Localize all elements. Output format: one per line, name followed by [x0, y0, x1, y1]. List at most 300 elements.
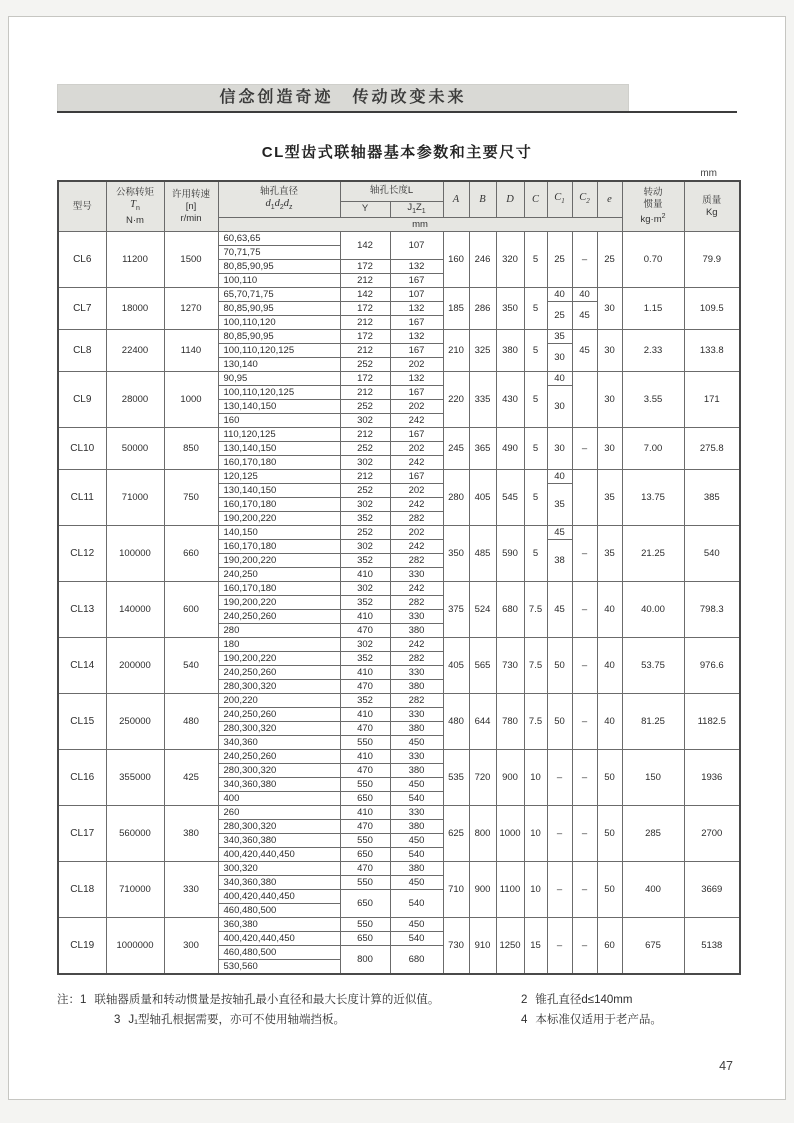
length-y-cell: 800 [340, 946, 390, 975]
dim-D-cell: 380 [496, 330, 524, 372]
torque-cell: 18000 [106, 288, 164, 330]
length-jz-cell: 380 [390, 680, 443, 694]
model-cell: CL18 [58, 862, 106, 918]
bore-diameter-cell: 60,63,65 [218, 232, 340, 246]
length-jz-cell: 380 [390, 764, 443, 778]
dim-B-label: B [479, 193, 486, 205]
dim-A-cell: 405 [443, 638, 469, 694]
length-y-cell: 470 [340, 764, 390, 778]
bore-diameter-cell: 260 [218, 806, 340, 820]
dim-D-cell: 780 [496, 694, 524, 750]
speed-cell: 660 [164, 526, 218, 582]
col-header-e [597, 181, 622, 218]
length-jz-cell: 167 [390, 386, 443, 400]
dim-B-cell: 524 [469, 582, 496, 638]
length-y-cell: 470 [340, 722, 390, 736]
model-cell: CL14 [58, 638, 106, 694]
col-header-C [524, 181, 547, 218]
bore-diameter-cell: 360,380 [218, 918, 340, 932]
spec-row-cl15-1 [58, 694, 740, 708]
torque-cell: 560000 [106, 806, 164, 862]
length-jz-cell: 680 [390, 946, 443, 975]
document-page [8, 16, 786, 1100]
bore-diameter-cell: 340,360 [218, 736, 340, 750]
length-y-cell: 410 [340, 750, 390, 764]
inertia-cell: 13.75 [622, 470, 684, 526]
bore-diameter-cell: 340,360,380 [218, 834, 340, 848]
length-y-cell: 470 [340, 862, 390, 876]
bore-diameter-cell: 400,420,440,450 [218, 932, 340, 946]
spec-row-cl12-1 [58, 526, 740, 540]
model-cell: CL16 [58, 750, 106, 806]
col-header-length-jz [390, 201, 443, 218]
bore-diameter-cell: 240,250,260 [218, 750, 340, 764]
length-jz-cell: 107 [390, 288, 443, 302]
dim-e-label: e [607, 193, 612, 205]
length-y-cell: 302 [340, 638, 390, 652]
dim-C1-cell: – [547, 862, 572, 918]
length-y-cell: 212 [340, 386, 390, 400]
length-y-cell: 650 [340, 792, 390, 806]
length-jz-cell: 330 [390, 568, 443, 582]
dim-C2-cell: – [572, 918, 597, 975]
length-y-cell: 172 [340, 372, 390, 386]
length-jz-cell: 132 [390, 302, 443, 316]
note-1-text: 联轴器质量和转动惯量是按轴孔最小直径和最大长度计算的近似值。 [94, 994, 440, 1007]
torque-cell: 710000 [106, 862, 164, 918]
bore-diameter-cell: 80,85,90,95 [218, 260, 340, 274]
notes [57, 992, 737, 1029]
mass-cell: 3669 [684, 862, 740, 918]
torque-cell: 200000 [106, 638, 164, 694]
spec-row-cl9-1 [58, 372, 740, 386]
inertia-unit: kg·m [640, 214, 662, 226]
dim-C1-cell: 30 [547, 386, 572, 428]
dim-C-cell: 5 [524, 526, 547, 582]
length-z-label: Z [415, 201, 422, 213]
dim-D-label: D [506, 193, 514, 205]
length-jz-cell: 540 [390, 792, 443, 806]
length-jz-cell: 450 [390, 736, 443, 750]
inertia-cell: 150 [622, 750, 684, 806]
bore-diameter-cell: 130,140,150 [218, 400, 340, 414]
note-row-1 [57, 992, 737, 1009]
speed-cell: 1500 [164, 232, 218, 288]
col-header-D [496, 181, 524, 218]
length-y-cell: 212 [340, 344, 390, 358]
model-cell: CL8 [58, 330, 106, 372]
dim-A-cell: 185 [443, 288, 469, 330]
length-jz-cell: 330 [390, 708, 443, 722]
dim-A-cell: 375 [443, 582, 469, 638]
bore-diameter-cell: 160,170,180 [218, 498, 340, 512]
inertia-cell: 81.25 [622, 694, 684, 750]
length-jz-cell: 380 [390, 862, 443, 876]
length-y-cell: 142 [340, 232, 390, 260]
torque-cell: 140000 [106, 582, 164, 638]
dim-e-cell: 30 [597, 428, 622, 470]
length-jz-cell: 380 [390, 820, 443, 834]
length-jz-cell: 330 [390, 806, 443, 820]
bore-diameter-cell: 280,300,320 [218, 764, 340, 778]
length-y-cell: 410 [340, 610, 390, 624]
length-y-cell: 252 [340, 484, 390, 498]
torque-cell: 71000 [106, 470, 164, 526]
length-jz-cell: 167 [390, 428, 443, 442]
bore-sub-1: 1 [270, 203, 275, 211]
bore-sub-z: z [289, 203, 293, 211]
spec-row-cl19-1 [58, 918, 740, 932]
dim-B-cell: 644 [469, 694, 496, 750]
mass-cell: 976.6 [684, 638, 740, 694]
torque-unit: N·m [126, 214, 144, 226]
col-header-B [469, 181, 496, 218]
bore-diameter-cell: 160,170,180 [218, 540, 340, 554]
spec-row-cl10-1 [58, 428, 740, 442]
length-jz-cell: 282 [390, 554, 443, 568]
length-jz-cell: 167 [390, 316, 443, 330]
dim-D-cell: 590 [496, 526, 524, 582]
dim-C2-cell [572, 470, 597, 526]
torque-cell: 11200 [106, 232, 164, 288]
mass-cell: 133.8 [684, 330, 740, 372]
mass-cell: 798.3 [684, 582, 740, 638]
unit-label: mm [700, 168, 717, 179]
dim-B-cell: 325 [469, 330, 496, 372]
length-jz-cell: 380 [390, 624, 443, 638]
length-y-cell: 550 [340, 876, 390, 890]
dim-A-cell: 220 [443, 372, 469, 428]
mass-cell: 79.9 [684, 232, 740, 288]
length-jz-cell: 450 [390, 834, 443, 848]
bore-diameter-cell: 190,200,220 [218, 596, 340, 610]
inertia-label-2: 惯量 [643, 199, 663, 211]
torque-cell: 22400 [106, 330, 164, 372]
dim-C2-cell: – [572, 428, 597, 470]
length-y-cell: 352 [340, 694, 390, 708]
inertia-cell: 675 [622, 918, 684, 975]
dim-B-cell: 365 [469, 428, 496, 470]
length-y-cell: 410 [340, 666, 390, 680]
dim-D-cell: 1100 [496, 862, 524, 918]
length-jz-cell: 202 [390, 358, 443, 372]
speed-cell: 330 [164, 862, 218, 918]
banner-text: 信念创造奇迹 传动改变未来 [219, 89, 467, 106]
dim-C-cell: 5 [524, 428, 547, 470]
bore-diameter-cell: 200,220 [218, 694, 340, 708]
dim-B-cell: 246 [469, 232, 496, 288]
col-header-bore [218, 181, 340, 218]
note-prefix: 注： [57, 994, 80, 1007]
dim-C2-label: C [579, 192, 587, 204]
mass-cell: 540 [684, 526, 740, 582]
dim-C2-cell: – [572, 806, 597, 862]
length-jz-cell: 242 [390, 498, 443, 512]
bore-symbol-dz: d [283, 197, 290, 209]
col-header-C1 [547, 181, 572, 218]
length-y-cell: 352 [340, 596, 390, 610]
mass-cell: 385 [684, 470, 740, 526]
mass-unit: Kg [705, 206, 718, 218]
speed-label: 许用转速 [171, 188, 210, 200]
bore-symbol-d2: d [274, 197, 280, 209]
length-jz-cell: 282 [390, 694, 443, 708]
dim-C2-cell: – [572, 862, 597, 918]
length-y-cell: 302 [340, 414, 390, 428]
length-jz-cell: 167 [390, 274, 443, 288]
bore-diameter-cell: 160 [218, 414, 340, 428]
mass-cell: 275.8 [684, 428, 740, 470]
spec-table [57, 180, 741, 975]
col-header-length [340, 181, 443, 201]
dim-A-cell: 730 [443, 918, 469, 975]
model-cell: CL12 [58, 526, 106, 582]
inertia-cell: 40.00 [622, 582, 684, 638]
model-cell: CL7 [58, 288, 106, 330]
dim-B-cell: 286 [469, 288, 496, 330]
dim-C2-cell: 45 [572, 330, 597, 372]
bore-sub-2: 2 [279, 203, 284, 211]
bore-diameter-cell: 100,110,120,125 [218, 344, 340, 358]
bore-diameter-cell: 340,360,380 [218, 778, 340, 792]
dim-e-cell: 40 [597, 582, 622, 638]
length-jz-cell: 540 [390, 890, 443, 918]
dim-A-cell: 350 [443, 526, 469, 582]
length-y-cell: 212 [340, 428, 390, 442]
bore-diameter-cell: 400,420,440,450 [218, 890, 340, 904]
dim-B-cell: 485 [469, 526, 496, 582]
length-y-cell: 650 [340, 932, 390, 946]
col-header-C2 [572, 181, 597, 218]
mm-band [218, 218, 622, 232]
model-cell: CL13 [58, 582, 106, 638]
dim-C2-cell: – [572, 232, 597, 288]
speed-cell: 540 [164, 638, 218, 694]
dim-C1-cell: – [547, 806, 572, 862]
dim-e-cell: 30 [597, 288, 622, 330]
speed-cell: 600 [164, 582, 218, 638]
dim-C2-cell: 40 [572, 288, 597, 302]
dim-D-cell: 900 [496, 750, 524, 806]
speed-cell: 1000 [164, 372, 218, 428]
dim-C1-cell: 30 [547, 428, 572, 470]
note-4-number: 4 [521, 1014, 528, 1027]
torque-symbol: T [130, 198, 136, 210]
speed-cell: 425 [164, 750, 218, 806]
length-y-cell: 172 [340, 260, 390, 274]
length-jz-cell: 242 [390, 638, 443, 652]
length-y-cell: 172 [340, 302, 390, 316]
length-y-cell: 212 [340, 316, 390, 330]
bore-diameter-cell: 160,170,180 [218, 582, 340, 596]
col-header-model [58, 181, 106, 232]
speed-cell: 1140 [164, 330, 218, 372]
length-jz-cell: 242 [390, 582, 443, 596]
dim-C1-cell: – [547, 918, 572, 975]
length-y-cell: 212 [340, 274, 390, 288]
dim-A-cell: 625 [443, 806, 469, 862]
dim-C-cell: 5 [524, 330, 547, 372]
dim-C1-cell: 40 [547, 372, 572, 386]
length-y-cell: 252 [340, 400, 390, 414]
bore-diameter-cell: 160,170,180 [218, 456, 340, 470]
note-4-text: 本标准仅适用于老产品。 [535, 1014, 662, 1027]
col-header-torque [106, 181, 164, 232]
dim-C-cell: 5 [524, 372, 547, 428]
length-y-cell: 550 [340, 778, 390, 792]
length-y-cell: 142 [340, 288, 390, 302]
bore-label: 轴孔直径 [259, 185, 298, 197]
dim-C-cell: 10 [524, 750, 547, 806]
inertia-cell: 53.75 [622, 638, 684, 694]
dim-C-cell: 15 [524, 918, 547, 975]
dim-A-cell: 245 [443, 428, 469, 470]
col-header-speed [164, 181, 218, 232]
dim-C1-cell: 50 [547, 638, 572, 694]
dim-e-cell: 30 [597, 330, 622, 372]
bore-diameter-cell: 180 [218, 638, 340, 652]
speed-cell: 300 [164, 918, 218, 975]
length-jz-cell: 450 [390, 918, 443, 932]
bore-diameter-cell: 70,71,75 [218, 246, 340, 260]
dim-C1-cell: 45 [547, 526, 572, 540]
dim-D-cell: 490 [496, 428, 524, 470]
length-jz-cell: 330 [390, 610, 443, 624]
spec-row-cl17-1 [58, 806, 740, 820]
torque-cell: 100000 [106, 526, 164, 582]
model-cell: CL15 [58, 694, 106, 750]
dim-C-cell: 5 [524, 232, 547, 288]
dim-C1-cell: 35 [547, 330, 572, 344]
model-cell: CL9 [58, 372, 106, 428]
speed-symbol: [n] [185, 200, 197, 212]
dim-C1-cell: – [547, 750, 572, 806]
inertia-cell: 1.15 [622, 288, 684, 330]
length-y-cell: 550 [340, 736, 390, 750]
speed-cell: 750 [164, 470, 218, 526]
model-cell: CL19 [58, 918, 106, 975]
mass-cell: 5138 [684, 918, 740, 975]
bore-diameter-cell: 280,300,320 [218, 680, 340, 694]
note-3 [57, 1012, 521, 1029]
length-y-cell: 410 [340, 568, 390, 582]
length-y-cell: 352 [340, 554, 390, 568]
length-jz-cell: 167 [390, 344, 443, 358]
length-y-cell: 252 [340, 358, 390, 372]
model-cell: CL10 [58, 428, 106, 470]
length-jz-cell: 132 [390, 372, 443, 386]
length-y-cell: 650 [340, 848, 390, 862]
speed-cell: 380 [164, 806, 218, 862]
torque-cell: 1000000 [106, 918, 164, 975]
length-y-cell: 550 [340, 918, 390, 932]
dim-C1-cell: 50 [547, 694, 572, 750]
bore-diameter-cell: 240,250 [218, 568, 340, 582]
bore-diameter-cell: 130,140,150 [218, 484, 340, 498]
inertia-cell: 21.25 [622, 526, 684, 582]
note-2-text: 锥孔直径d≤140mm [535, 994, 633, 1007]
dim-D-cell: 1250 [496, 918, 524, 975]
mass-cell: 171 [684, 372, 740, 428]
page-title: CL型齿式联轴器基本参数和主要尺寸 [261, 144, 533, 161]
dim-D-cell: 680 [496, 582, 524, 638]
speed-unit: r/min [180, 212, 202, 224]
spec-table-body [58, 232, 740, 975]
length-y-cell: 352 [340, 652, 390, 666]
length-label: 轴孔长度L [369, 185, 414, 197]
dim-C-cell: 7.5 [524, 582, 547, 638]
torque-cell: 250000 [106, 694, 164, 750]
dim-e-cell: 50 [597, 750, 622, 806]
dim-e-cell: 25 [597, 232, 622, 288]
length-y-cell: 650 [340, 890, 390, 918]
bore-diameter-cell: 460,480,500 [218, 946, 340, 960]
dim-e-cell: 50 [597, 806, 622, 862]
dim-e-cell: 30 [597, 372, 622, 428]
torque-cell: 28000 [106, 372, 164, 428]
col-model-label: 型号 [72, 200, 92, 212]
dim-C1-cell: 38 [547, 540, 572, 582]
torque-cell: 355000 [106, 750, 164, 806]
bore-diameter-cell: 100,110,120 [218, 316, 340, 330]
bore-diameter-cell: 65,70,71,75 [218, 288, 340, 302]
length-z-subscript: 1 [421, 207, 426, 215]
note-3-number: 3 [114, 1014, 121, 1027]
inertia-cell: 7.00 [622, 428, 684, 470]
length-jz-cell: 132 [390, 260, 443, 274]
dim-B-cell: 565 [469, 638, 496, 694]
bore-diameter-cell: 280 [218, 624, 340, 638]
bore-diameter-cell: 240,250,260 [218, 610, 340, 624]
dim-C2-cell: – [572, 750, 597, 806]
length-jz-cell: 242 [390, 456, 443, 470]
dim-C-cell: 10 [524, 806, 547, 862]
spec-row-cl14-1 [58, 638, 740, 652]
dim-A-cell: 480 [443, 694, 469, 750]
length-y-cell: 212 [340, 470, 390, 484]
dim-C2-cell: – [572, 694, 597, 750]
dim-A-cell: 710 [443, 862, 469, 918]
inertia-cell: 285 [622, 806, 684, 862]
bore-diameter-cell: 130,140,150 [218, 442, 340, 456]
dim-A-cell: 210 [443, 330, 469, 372]
bore-diameter-cell: 300,320 [218, 862, 340, 876]
dim-D-cell: 1000 [496, 806, 524, 862]
dim-C2-cell [572, 372, 597, 428]
length-jz-cell: 540 [390, 848, 443, 862]
length-jz-cell: 380 [390, 722, 443, 736]
dim-C1-cell: 45 [547, 582, 572, 638]
mass-cell: 1936 [684, 750, 740, 806]
dim-B-cell: 800 [469, 806, 496, 862]
length-jz-cell: 107 [390, 232, 443, 260]
spec-row-cl6-1 [58, 232, 740, 246]
dim-A-cell: 160 [443, 232, 469, 288]
dim-D-cell: 545 [496, 470, 524, 526]
dim-D-cell: 350 [496, 288, 524, 330]
length-jz-cell: 202 [390, 484, 443, 498]
bore-diameter-cell: 90,95 [218, 372, 340, 386]
length-jz-cell: 330 [390, 750, 443, 764]
dim-A-cell: 535 [443, 750, 469, 806]
note-1 [57, 992, 521, 1009]
dim-A-cell: 280 [443, 470, 469, 526]
dim-C-cell: 7.5 [524, 694, 547, 750]
inertia-unit-sup: 2 [661, 213, 666, 221]
bore-diameter-cell: 400 [218, 792, 340, 806]
bore-diameter-cell: 100,110,120,125 [218, 386, 340, 400]
bore-diameter-cell: 240,250,260 [218, 708, 340, 722]
